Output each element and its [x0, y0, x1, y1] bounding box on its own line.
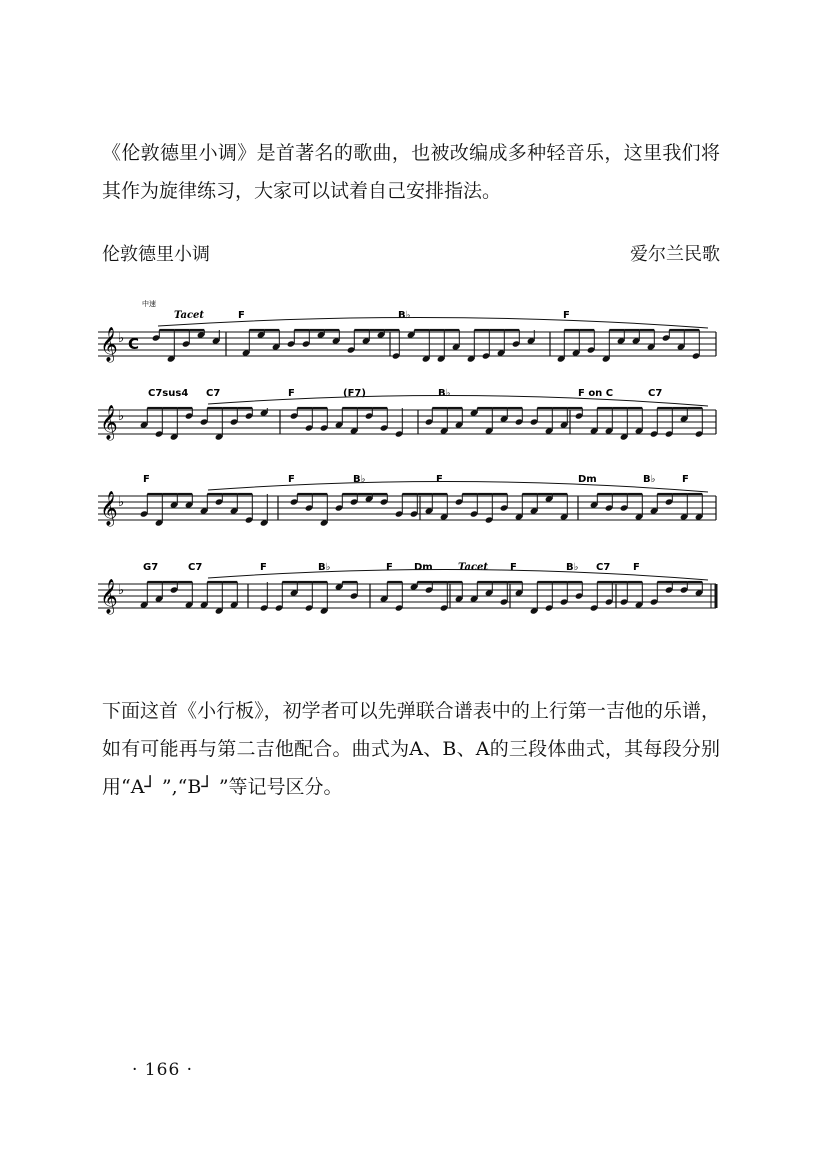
chord-symbol: F [386, 562, 393, 573]
chord-symbol: C7sus4 [148, 388, 189, 399]
outro-paragraph: 下面这首《小行板》，初学者可以先弹联合谱表中的上行第一吉他的乐谱，如有可能再与第二吉他配合。曲式为A、B、A的三段体曲式，其每段分别用“A┘ ”,“B┘ ”等记号区分。 [102, 700, 720, 798]
chord-symbol: F [633, 562, 640, 573]
chord-symbol: B♭ [318, 562, 331, 573]
page-number: · 166 · [132, 1060, 194, 1080]
staff-row-4 [98, 562, 716, 615]
chord-symbol: F [238, 310, 245, 321]
intro-paragraph: 《伦敦德里小调》是首著名的歌曲，也被改编成多种轻音乐，这里我们将其作为旋律练习，大家可以试着自己安排指法。 [102, 142, 720, 202]
chord-symbol: B♭ [438, 388, 451, 399]
chord-symbol: F [143, 474, 150, 485]
treble-clef-icon: 𝄞 [100, 579, 118, 614]
tacet-label: Tacet [174, 310, 205, 321]
tacet-label: Tacet [458, 562, 489, 573]
key-flat-icon: ♭ [118, 409, 125, 424]
treble-clef-icon: 𝄞 [100, 491, 118, 526]
key-flat-icon: ♭ [118, 495, 125, 510]
chord-symbol: B♭ [566, 562, 579, 573]
time-signature: C [128, 335, 140, 353]
chord-symbol: F [260, 562, 267, 573]
music-score [98, 290, 724, 640]
staff-row-2 [98, 388, 716, 441]
staff-row-1 [98, 299, 716, 363]
chord-symbol: B♭ [643, 474, 656, 485]
phrase-slur [208, 481, 708, 492]
chord-symbol: C7 [206, 388, 221, 399]
treble-clef-icon: 𝄞 [100, 327, 118, 362]
chord-symbol: F [288, 474, 295, 485]
treble-clef-icon: 𝄞 [100, 405, 118, 440]
chord-symbol: F [288, 388, 295, 399]
chord-symbol: C7 [188, 562, 203, 573]
key-flat-icon: ♭ [118, 331, 125, 346]
chord-symbol: F [682, 474, 689, 485]
chord-symbol: F [563, 310, 570, 321]
key-flat-icon: ♭ [118, 583, 125, 598]
staff-row-3 [98, 474, 716, 527]
chord-symbol: F on C [578, 388, 614, 399]
chord-symbol: C7 [596, 562, 611, 573]
song-origin: 爱尔兰民歌 [630, 244, 720, 265]
tempo-marking: 中速 [142, 300, 156, 308]
chord-symbol: G7 [143, 562, 159, 573]
chord-symbol: C7 [648, 388, 663, 399]
chord-symbol: Dm [578, 474, 597, 485]
phrase-slur [208, 395, 708, 406]
song-title: 伦敦德里小调 [102, 244, 210, 265]
chord-symbol: Dm [414, 562, 433, 573]
chord-symbol: (F7) [343, 388, 366, 399]
chord-symbol: F [436, 474, 443, 485]
chord-symbol: B♭ [398, 310, 411, 321]
chord-symbol: F [510, 562, 517, 573]
chord-symbol: B♭ [353, 474, 366, 485]
